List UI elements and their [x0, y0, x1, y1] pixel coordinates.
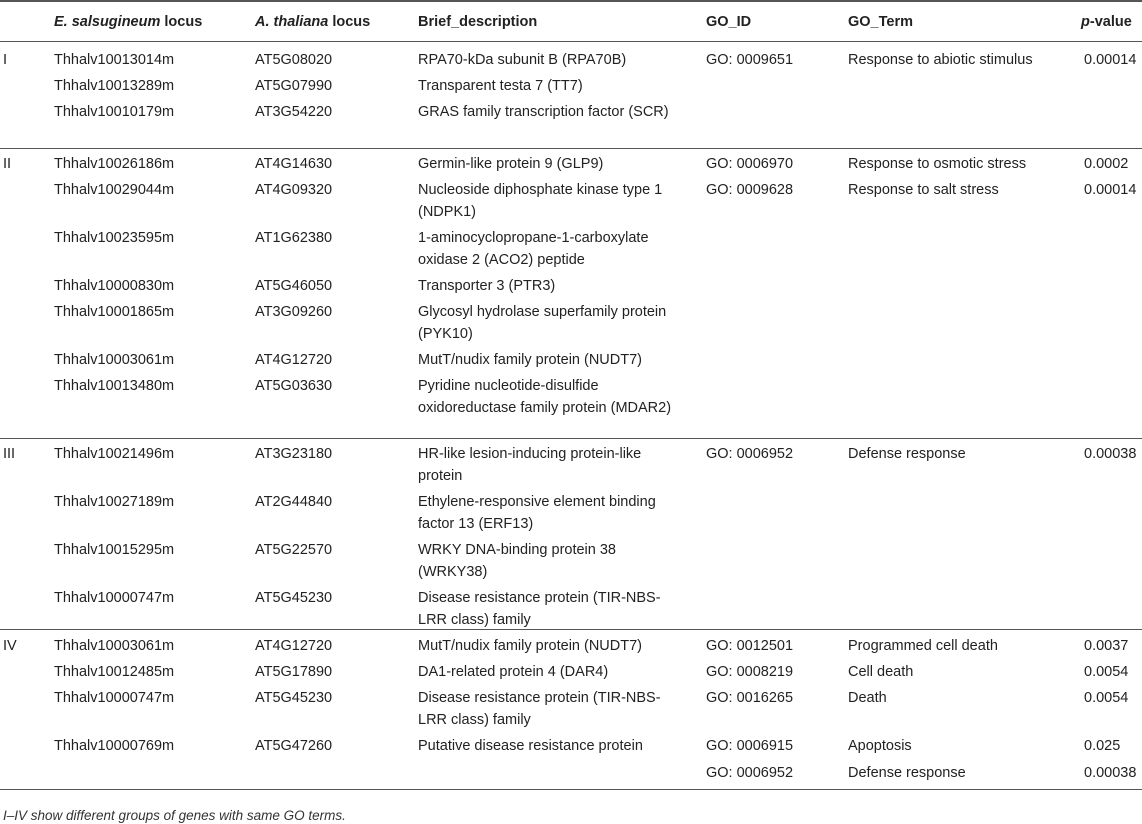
es-locus-cell: Thhalv10021496m [54, 446, 175, 462]
description-cell: Disease resistance protein (TIR-NBS-LRR class) family [418, 690, 661, 728]
header-go-id: GO_ID [706, 14, 752, 30]
es-locus-cell: Thhalv10010179m [54, 104, 175, 120]
go-id-cell: GO: 0006915 [706, 738, 794, 754]
at-locus-cell: AT5G22570 [255, 542, 333, 558]
es-locus-cell: Thhalv10013014m [54, 52, 175, 68]
go-term-cell: Cell death [848, 664, 914, 680]
at-locus-cell: AT4G09320 [255, 182, 333, 198]
header-go-term: GO_Term [848, 14, 914, 30]
go-term-cell: Programmed cell death [848, 638, 998, 654]
description-cell: Germin-like protein 9 (GLP9) [418, 156, 604, 172]
description-cell: WRKY DNA-binding protein 38 (WRKY38) [418, 542, 616, 580]
at-locus-cell: AT4G14630 [255, 156, 333, 172]
at-locus-cell: AT5G17890 [255, 664, 333, 680]
description-cell: GRAS family transcription factor (SCR) [418, 104, 669, 120]
group-iv [0, 630, 1142, 790]
group-label: II [3, 156, 12, 172]
pvalue-cell: 0.00038 [1084, 446, 1137, 462]
es-locus-cell: Thhalv10000747m [54, 590, 175, 606]
es-locus-cell: Thhalv10015295m [54, 542, 175, 558]
go-id-cell: GO: 0009651 [706, 52, 794, 68]
description-cell: Glycosyl hydrolase superfamily protein (PYK10) [418, 304, 667, 342]
go-id-cell: GO: 0006970 [706, 156, 794, 172]
table-header [0, 0, 1142, 42]
at-locus-cell: AT5G03630 [255, 378, 333, 394]
es-locus-cell: Thhalv10029044m [54, 182, 175, 198]
at-locus-cell: AT4G12720 [255, 352, 333, 368]
header-es-locus: E. salsugineum locus [54, 14, 203, 30]
go-term-cell: Defense response [848, 446, 966, 462]
header-at-locus: A. thaliana locus [255, 14, 371, 30]
es-locus-cell: Thhalv10000830m [54, 278, 175, 294]
pvalue-cell: 0.0054 [1084, 690, 1129, 706]
pvalue-cell: 0.0054 [1084, 664, 1129, 680]
group-iii [0, 439, 1142, 630]
description-cell: Transparent testa 7 (TT7) [418, 78, 583, 94]
description-cell: RPA70-kDa subunit B (RPA70B) [418, 52, 627, 68]
group-ii [0, 149, 1142, 439]
go-term-cell: Defense response [848, 765, 966, 781]
group-label: III [3, 446, 16, 462]
es-locus-cell: Thhalv10027189m [54, 494, 175, 510]
at-locus-cell: AT5G47260 [255, 738, 333, 754]
group-i [0, 42, 1142, 149]
go-id-cell: GO: 0016265 [706, 690, 794, 706]
es-locus-cell: Thhalv10012485m [54, 664, 175, 680]
at-locus-cell: AT3G23180 [255, 446, 333, 462]
at-locus-cell: AT5G45230 [255, 690, 333, 706]
es-locus-cell: Thhalv10003061m [54, 352, 175, 368]
pvalue-cell: 0.00014 [1084, 52, 1137, 68]
es-locus-cell: Thhalv10000769m [54, 738, 175, 754]
at-locus-cell: AT5G46050 [255, 278, 333, 294]
description-cell: Nucleoside diphosphate kinase type 1 (NDPK1) [418, 182, 663, 220]
description-cell: HR-like lesion-inducing protein-like protein [418, 446, 642, 484]
go-id-cell: GO: 0008219 [706, 664, 794, 680]
description-cell: MutT/nudix family protein (NUDT7) [418, 638, 642, 654]
header-pvalue: p-value [1081, 14, 1132, 30]
es-locus-cell: Thhalv10026186m [54, 156, 175, 172]
pvalue-cell: 0.00014 [1084, 182, 1137, 198]
es-locus-cell: Thhalv10013289m [54, 78, 175, 94]
go-term-cell: Response to salt stress [848, 182, 999, 198]
group-label: I [3, 52, 8, 68]
pvalue-cell: 0.025 [1084, 738, 1121, 754]
pvalue-cell: 0.0037 [1084, 638, 1129, 654]
go-id-cell: GO: 0006952 [706, 446, 794, 462]
pvalue-cell: 0.0002 [1084, 156, 1129, 172]
description-cell: Transporter 3 (PTR3) [418, 278, 556, 294]
es-locus-cell: Thhalv10000747m [54, 690, 175, 706]
pvalue-cell: 0.00038 [1084, 765, 1137, 781]
at-locus-cell: AT2G44840 [255, 494, 333, 510]
header-description: Brief_description [418, 14, 538, 30]
description-cell: 1-aminocyclopropane-1-carboxylate oxidase 2 (ACO2) peptide [418, 230, 649, 268]
at-locus-cell: AT4G12720 [255, 638, 333, 654]
go-term-cell: Apoptosis [848, 738, 912, 754]
go-id-cell: GO: 0012501 [706, 638, 794, 654]
go-term-cell: Death [848, 690, 887, 706]
go-id-cell: GO: 0006952 [706, 765, 794, 781]
go-id-cell: GO: 0009628 [706, 182, 794, 198]
go-term-cell: Response to osmotic stress [848, 156, 1027, 172]
description-cell: DA1-related protein 4 (DAR4) [418, 664, 609, 680]
description-cell: Pyridine nucleotide-disulfide oxidoreductase family protein (MDAR2) [418, 378, 672, 416]
at-locus-cell: AT3G54220 [255, 104, 333, 120]
at-locus-cell: AT5G07990 [255, 78, 333, 94]
es-locus-cell: Thhalv10001865m [54, 304, 175, 320]
description-cell: Disease resistance protein (TIR-NBS-LRR class) family [418, 590, 661, 628]
description-cell: MutT/nudix family protein (NUDT7) [418, 352, 642, 368]
at-locus-cell: AT5G45230 [255, 590, 333, 606]
table-footnote: I–IV show different groups of genes with same GO terms. [3, 808, 346, 823]
at-locus-cell: AT1G62380 [255, 230, 333, 246]
description-cell: Ethylene-responsive element binding factor 13 (ERF13) [418, 494, 656, 532]
group-label: IV [3, 638, 17, 654]
at-locus-cell: AT3G09260 [255, 304, 333, 320]
es-locus-cell: Thhalv10013480m [54, 378, 175, 394]
es-locus-cell: Thhalv10003061m [54, 638, 175, 654]
es-locus-cell: Thhalv10023595m [54, 230, 175, 246]
go-term-cell: Response to abiotic stimulus [848, 52, 1033, 68]
description-cell: Putative disease resistance protein [418, 738, 643, 754]
table-body [0, 42, 1142, 790]
at-locus-cell: AT5G08020 [255, 52, 333, 68]
